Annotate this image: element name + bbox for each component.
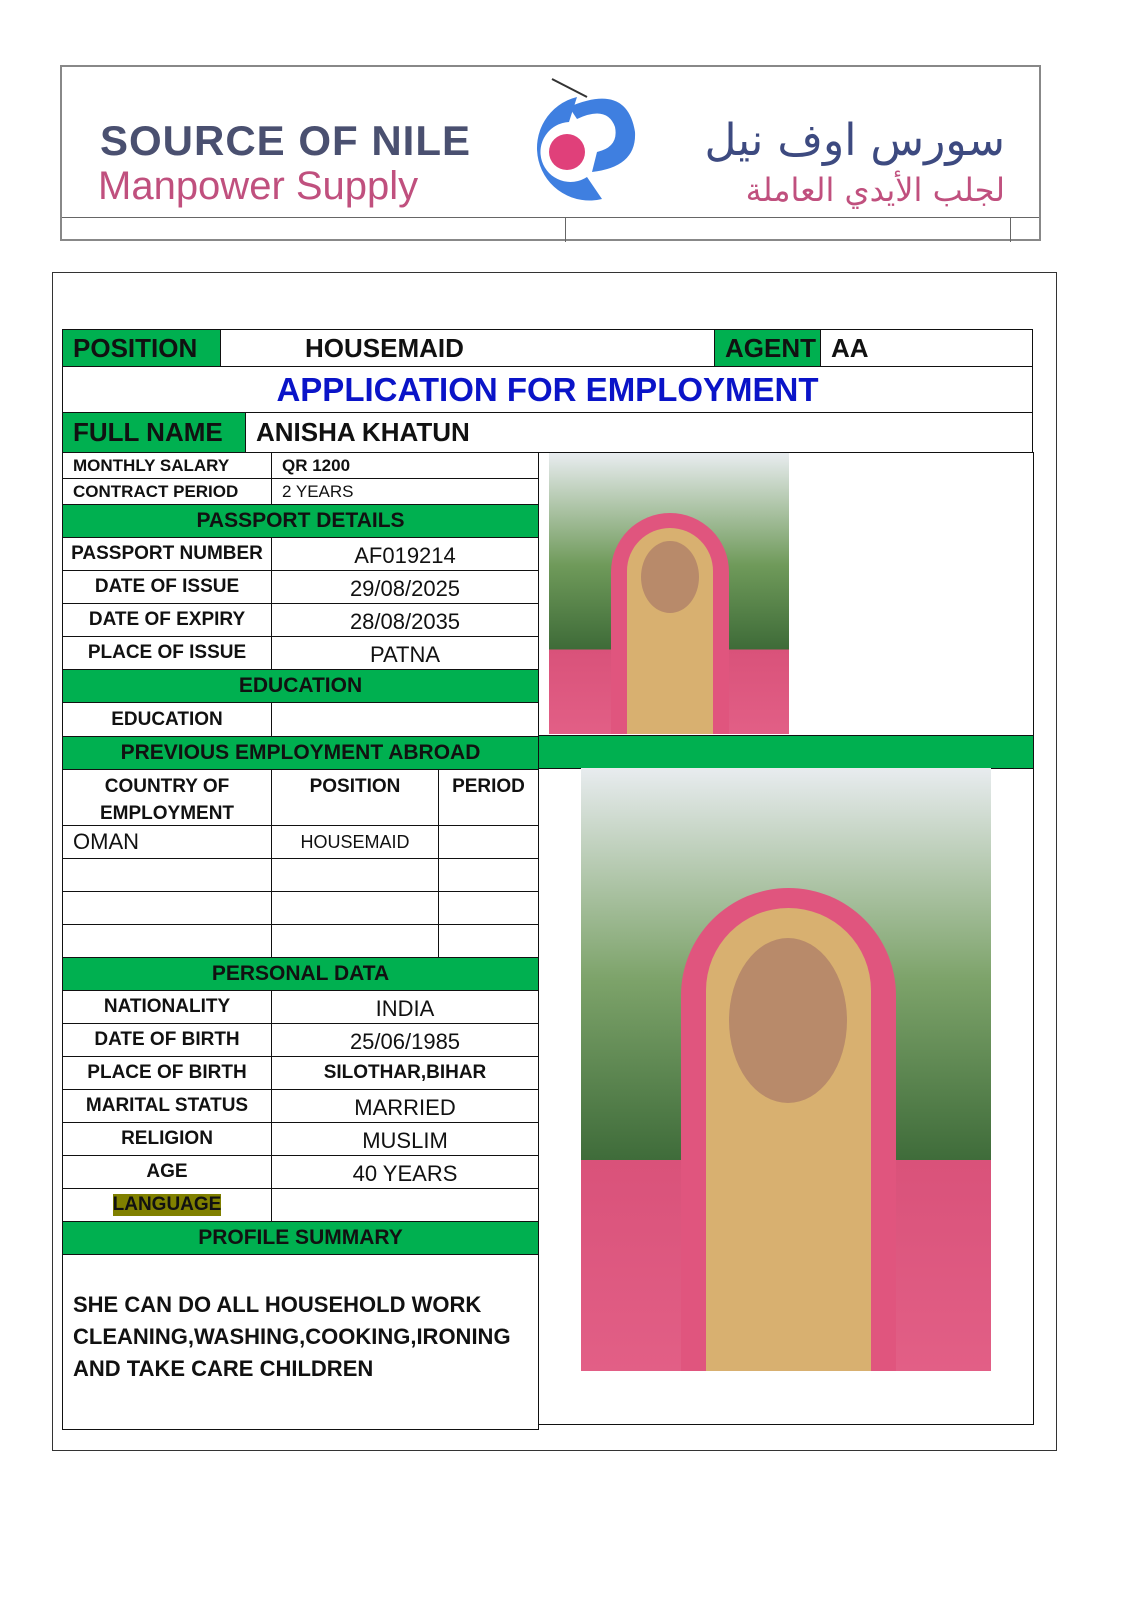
personal-label: [62, 1188, 272, 1222]
employment-column-header: POSITION: [271, 769, 439, 826]
personal-value: SILOTHAR,BIHAR: [271, 1056, 539, 1090]
language-label-highlighted: LANGUAGE: [112, 1194, 222, 1215]
personal-label: MARITAL STATUS: [62, 1089, 272, 1123]
applicant-photo-small: [549, 453, 789, 734]
employment-cell: OMAN: [62, 825, 272, 859]
profile-summary: [62, 1254, 539, 1430]
company-logo-icon: [507, 77, 647, 207]
section-header-passport: PASSPORT DETAILS: [62, 504, 539, 538]
contract-label: MONTHLY SALARY: [62, 452, 272, 479]
personal-label: PLACE OF BIRTH: [62, 1056, 272, 1090]
section-header-education: EDUCATION: [62, 669, 539, 703]
position-value: HOUSEMAID: [220, 329, 715, 367]
personal-label: AGE: [62, 1155, 272, 1189]
profile-summary-line: AND TAKE CARE CHILDREN: [73, 1356, 374, 1381]
personal-value: 25/06/1985: [271, 1023, 539, 1057]
company-name-en: SOURCE OF NILE: [100, 117, 472, 164]
employment-cell: [271, 891, 439, 925]
employment-cell: [438, 858, 539, 892]
section-header-personal: PERSONAL DATA: [62, 957, 539, 991]
personal-label: DATE OF BIRTH: [62, 1023, 272, 1057]
employment-header-extension: [538, 735, 1034, 769]
passport-value: 28/08/2035: [271, 603, 539, 637]
company-tagline-en: Manpower Supply: [98, 164, 419, 208]
education-label: EDUCATION: [62, 702, 272, 737]
contract-value: 2 YEARS: [271, 478, 539, 505]
employment-column-header: COUNTRY OF EMPLOYMENT: [62, 769, 272, 826]
agent-value: AA: [820, 329, 1033, 367]
employment-cell: [271, 858, 439, 892]
section-header-profile: PROFILE SUMMARY: [62, 1221, 539, 1255]
agent-label: AGENT: [714, 329, 821, 367]
personal-value: MUSLIM: [271, 1122, 539, 1156]
employment-column-header: PERIOD: [438, 769, 539, 826]
personal-label: NATIONALITY: [62, 990, 272, 1024]
form-title: APPLICATION FOR EMPLOYMENT: [62, 366, 1033, 413]
company-name-ar: سورس اوف نيل: [704, 115, 1005, 166]
employment-cell: [62, 858, 272, 892]
passport-value: PATNA: [271, 636, 539, 670]
personal-value: INDIA: [271, 990, 539, 1024]
letterhead: [60, 65, 1041, 241]
full-name-value: ANISHA KHATUN: [245, 412, 1033, 453]
personal-value: 40 YEARS: [271, 1155, 539, 1189]
employment-cell: [62, 891, 272, 925]
passport-label: DATE OF EXPIRY: [62, 603, 272, 637]
contract-label: CONTRACT PERIOD: [62, 478, 272, 505]
passport-value: AF019214: [271, 537, 539, 571]
full-name-label: FULL NAME: [62, 412, 246, 453]
passport-label: PASSPORT NUMBER: [62, 537, 272, 571]
employment-cell: [438, 924, 539, 958]
employment-cell: [271, 924, 439, 958]
personal-value: MARRIED: [271, 1089, 539, 1123]
position-label: POSITION: [62, 329, 221, 367]
education-value: [271, 702, 539, 737]
company-tagline-ar: لجلب الأيدي العاملة: [745, 171, 1005, 209]
passport-label: DATE OF ISSUE: [62, 570, 272, 604]
personal-value: [271, 1188, 539, 1222]
section-header-employment: PREVIOUS EMPLOYMENT ABROAD: [62, 736, 539, 770]
employment-cell: [438, 825, 539, 859]
passport-label: PLACE OF ISSUE: [62, 636, 272, 670]
passport-value: 29/08/2025: [271, 570, 539, 604]
applicant-photo-large: [581, 768, 991, 1371]
employment-cell: [438, 891, 539, 925]
profile-summary-line: CLEANING,WASHING,COOKING,IRONING: [73, 1324, 511, 1349]
profile-summary-line: SHE CAN DO ALL HOUSEHOLD WORK: [73, 1292, 482, 1317]
contract-value: QR 1200: [271, 452, 539, 479]
personal-label: RELIGION: [62, 1122, 272, 1156]
employment-cell: [62, 924, 272, 958]
employment-cell: HOUSEMAID: [271, 825, 439, 859]
